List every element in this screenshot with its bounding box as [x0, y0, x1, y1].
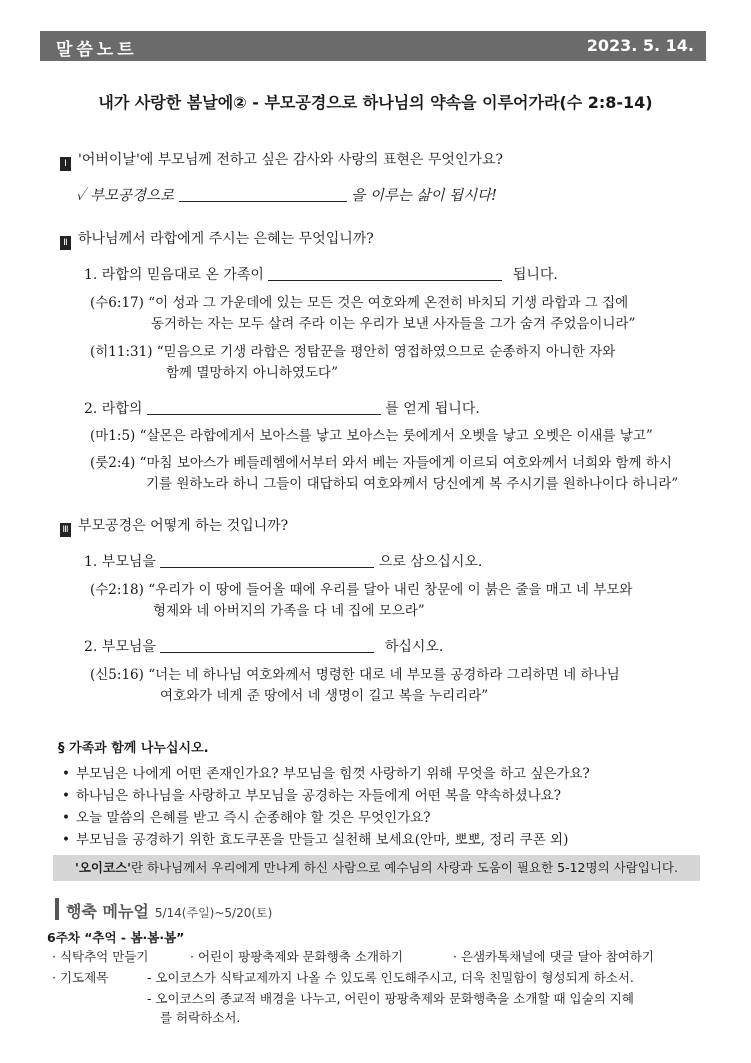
verse-ref: (수6:17): [90, 295, 144, 311]
menu-activity: · 어린이 팡팡축제와 문화행축 소개하기: [190, 949, 404, 964]
verse-josh-6-17: [90, 291, 628, 311]
section-2-item-2: [84, 398, 480, 418]
verse-ruth-2-4: [90, 451, 672, 471]
prayer-item: 를 허락하소서.: [160, 1010, 241, 1025]
item-prefix: 2. 라합의: [84, 401, 143, 417]
week-heading: 6주차 “추억 - 봄·봄·봄”: [47, 930, 185, 945]
item-suffix: 를 얻게 됩니다.: [385, 401, 480, 417]
share-bullet: • 오늘 말씀의 은혜를 받고 즉시 순종해야 할 것은 무엇인가요?: [62, 810, 431, 826]
bullet-text: 부모님은 나에게 어떤 존재인가요? 부모님을 힘껏 사랑하기 위해 무엇을 하고 싶은가요?: [75, 766, 590, 782]
prayer-item: - 오이코스의 종교적 배경을 나누고, 어린이 팡팡축제와 문화행축을 소개할 때 입술의 지혜: [147, 991, 634, 1006]
header-label: 말씀노트: [56, 40, 138, 60]
share-title: § 가족과 함께 나누십시오.: [58, 741, 209, 756]
menu-activity: · 식탁추억 만들기: [52, 949, 149, 964]
section-1-text: '어버이날'에 부모님께 전하고 싶은 감사와 사랑의 표현은 무엇인가요?: [78, 152, 504, 168]
prayer-label: · 기도제목: [52, 970, 109, 985]
verse-line: “믿음으로 기생 라합은 정탐꾼을 평안히 영접하였으므로 순종하지 아니한 자와: [156, 344, 616, 360]
verse-line: “너는 네 하나님 여호와께서 명령한 대로 네 부모를 공경하라 그리하면 네 하나님: [148, 667, 620, 683]
section-1-question: [60, 149, 503, 171]
verse-line: “이 성과 그 가운데에 있는 모든 것은 여호와께 온전히 바치되 기생 라합과 그 집에: [148, 295, 629, 311]
verse-josh-2-18: [90, 578, 632, 598]
verse-matt-1-5: [90, 424, 653, 444]
roman-numeral-1: Ⅰ: [60, 157, 71, 171]
check-suffix: 을 이루는 삶이 됩시다!: [351, 188, 497, 204]
section-3-item-1: [84, 551, 482, 571]
verse-ref: (룻2:4): [90, 455, 136, 471]
bullet-text: 오늘 말씀의 은혜를 받고 즉시 순종해야 할 것은 무엇인가요?: [75, 810, 431, 826]
verse-ref: (히11:31): [90, 344, 153, 360]
share-bullet: • 부모님은 나에게 어떤 존재인가요? 부모님을 힘껏 사랑하기 위해 무엇을 하고 싶은가요?: [62, 766, 590, 782]
roman-numeral-3: Ⅲ: [60, 523, 71, 537]
answer-blank-4[interactable]: [160, 553, 374, 568]
section-2-text: 하나님께서 라합에게 주시는 은혜는 무엇입니까?: [78, 231, 374, 247]
answer-blank-2[interactable]: [268, 266, 502, 281]
verse-ref: (신5:16): [90, 667, 144, 683]
answer-blank-3[interactable]: [147, 400, 381, 415]
item-prefix: 1. 라합의 믿음대로 온 가족이: [84, 267, 264, 283]
verse-deut-5-16: [90, 663, 620, 683]
oikos-text: 란 하나님께서 우리에게 만나게 하신 사람으로 예수님의 사랑과 도움이 필요한 5-12명의 사람입니다.: [130, 860, 678, 875]
share-bullet: • 하나님은 하나님을 사랑하고 부모님을 공경하는 자들에게 어떤 복을 약속하셨나요?: [62, 788, 561, 804]
verse-line: “마침 보아스가 베들레헴에서부터 와서 베는 자들에게 이르되 여호와께서 너희와 함께 하시: [139, 455, 672, 471]
bullet-text: 하나님은 하나님을 사랑하고 부모님을 공경하는 자들에게 어떤 복을 약속하셨나요?: [75, 788, 561, 804]
verse-ref: (수2:18): [90, 582, 144, 598]
item-suffix: 으로 삼으십시오.: [378, 554, 483, 570]
section-2-item-1: [84, 264, 558, 284]
oikos-term: '오이코스': [75, 860, 131, 875]
check-prefix: ✓ 부모공경으로: [76, 188, 175, 204]
verse-line: “살몬은 라합에게서 보아스를 낳고 보아스는 룻에게서 오벳을 낳고 오벳은 이새를 낳고”: [139, 428, 653, 444]
section-3-text: 부모공경은 어떻게 하는 것입니까?: [78, 518, 289, 534]
header-bar: [40, 31, 706, 61]
verse-ref: (마1:5): [90, 428, 136, 444]
verse-line: “우리가 이 땅에 들어올 때에 우리를 달아 내린 창문에 이 붉은 줄을 매고 네 부모와: [148, 582, 633, 598]
menu-title-bar: [55, 898, 59, 920]
menu-activity: · 은샘카톡채널에 댓글 달아 참여하기: [453, 949, 654, 964]
item-suffix: 됩니다.: [512, 267, 558, 283]
menu-row-1: [52, 947, 148, 965]
menu-title-text: 행축 메뉴얼: [66, 902, 149, 921]
verse-josh-2-18-cont: 형제와 네 아버지의 가족을 다 네 집에 모으라”: [153, 603, 425, 619]
oikos-definition-box: [53, 855, 700, 881]
answer-blank-1[interactable]: [179, 187, 347, 202]
prayer-item: - 오이코스가 식탁교제까지 나올 수 있도록 인도해주시고, 더욱 친밀함이 형성되게 하소서.: [147, 970, 634, 985]
section-3-question: [60, 515, 288, 537]
sermon-title: 내가 사랑한 봄날에② - 부모공경으로 하나님의 약속을 이루어가라(수 2:8-14): [98, 93, 653, 112]
section-3-item-2: [84, 636, 443, 656]
item-prefix: 1. 부모님을: [84, 554, 156, 570]
bullet-text: 부모님을 공경하기 위한 효도쿠폰을 만들고 실천해 보세요(안마, 뽀뽀, 정리 쿠폰 외): [75, 832, 569, 848]
verse-ruth-2-4-cont: 기를 원하노라 하니 그들이 대답하되 여호와께서 당신에게 복 주시기를 원하나이다 하니라”: [146, 476, 679, 492]
menu-title: [66, 899, 272, 922]
header-date: 2023. 5. 14.: [586, 36, 694, 55]
menu-date: 5/14(주일)~5/20(토): [154, 906, 273, 920]
share-bullet: • 부모님을 공경하기 위한 효도쿠폰을 만들고 실천해 보세요(안마, 뽀뽀, 정리 쿠폰 외): [62, 832, 569, 848]
section-2-question: [60, 228, 374, 250]
verse-heb-11-31: [90, 340, 615, 360]
verse-heb-11-31-cont: 함께 멸망하지 아니하였도다”: [166, 365, 338, 381]
answer-blank-5[interactable]: [160, 638, 374, 653]
item-prefix: 2. 부모님을: [84, 639, 156, 655]
verse-josh-6-17-cont: 동거하는 자는 모두 살려 주라 이는 우리가 보낸 사자들을 그가 숨겨 주었음이니라”: [151, 316, 636, 332]
section-1-fill-line: [76, 184, 497, 205]
roman-numeral-2: Ⅱ: [60, 236, 71, 250]
item-suffix: 하십시오.: [384, 639, 444, 655]
verse-deut-5-16-cont: 여호와가 네게 준 땅에서 네 생명이 길고 복을 누리리라”: [160, 688, 489, 704]
